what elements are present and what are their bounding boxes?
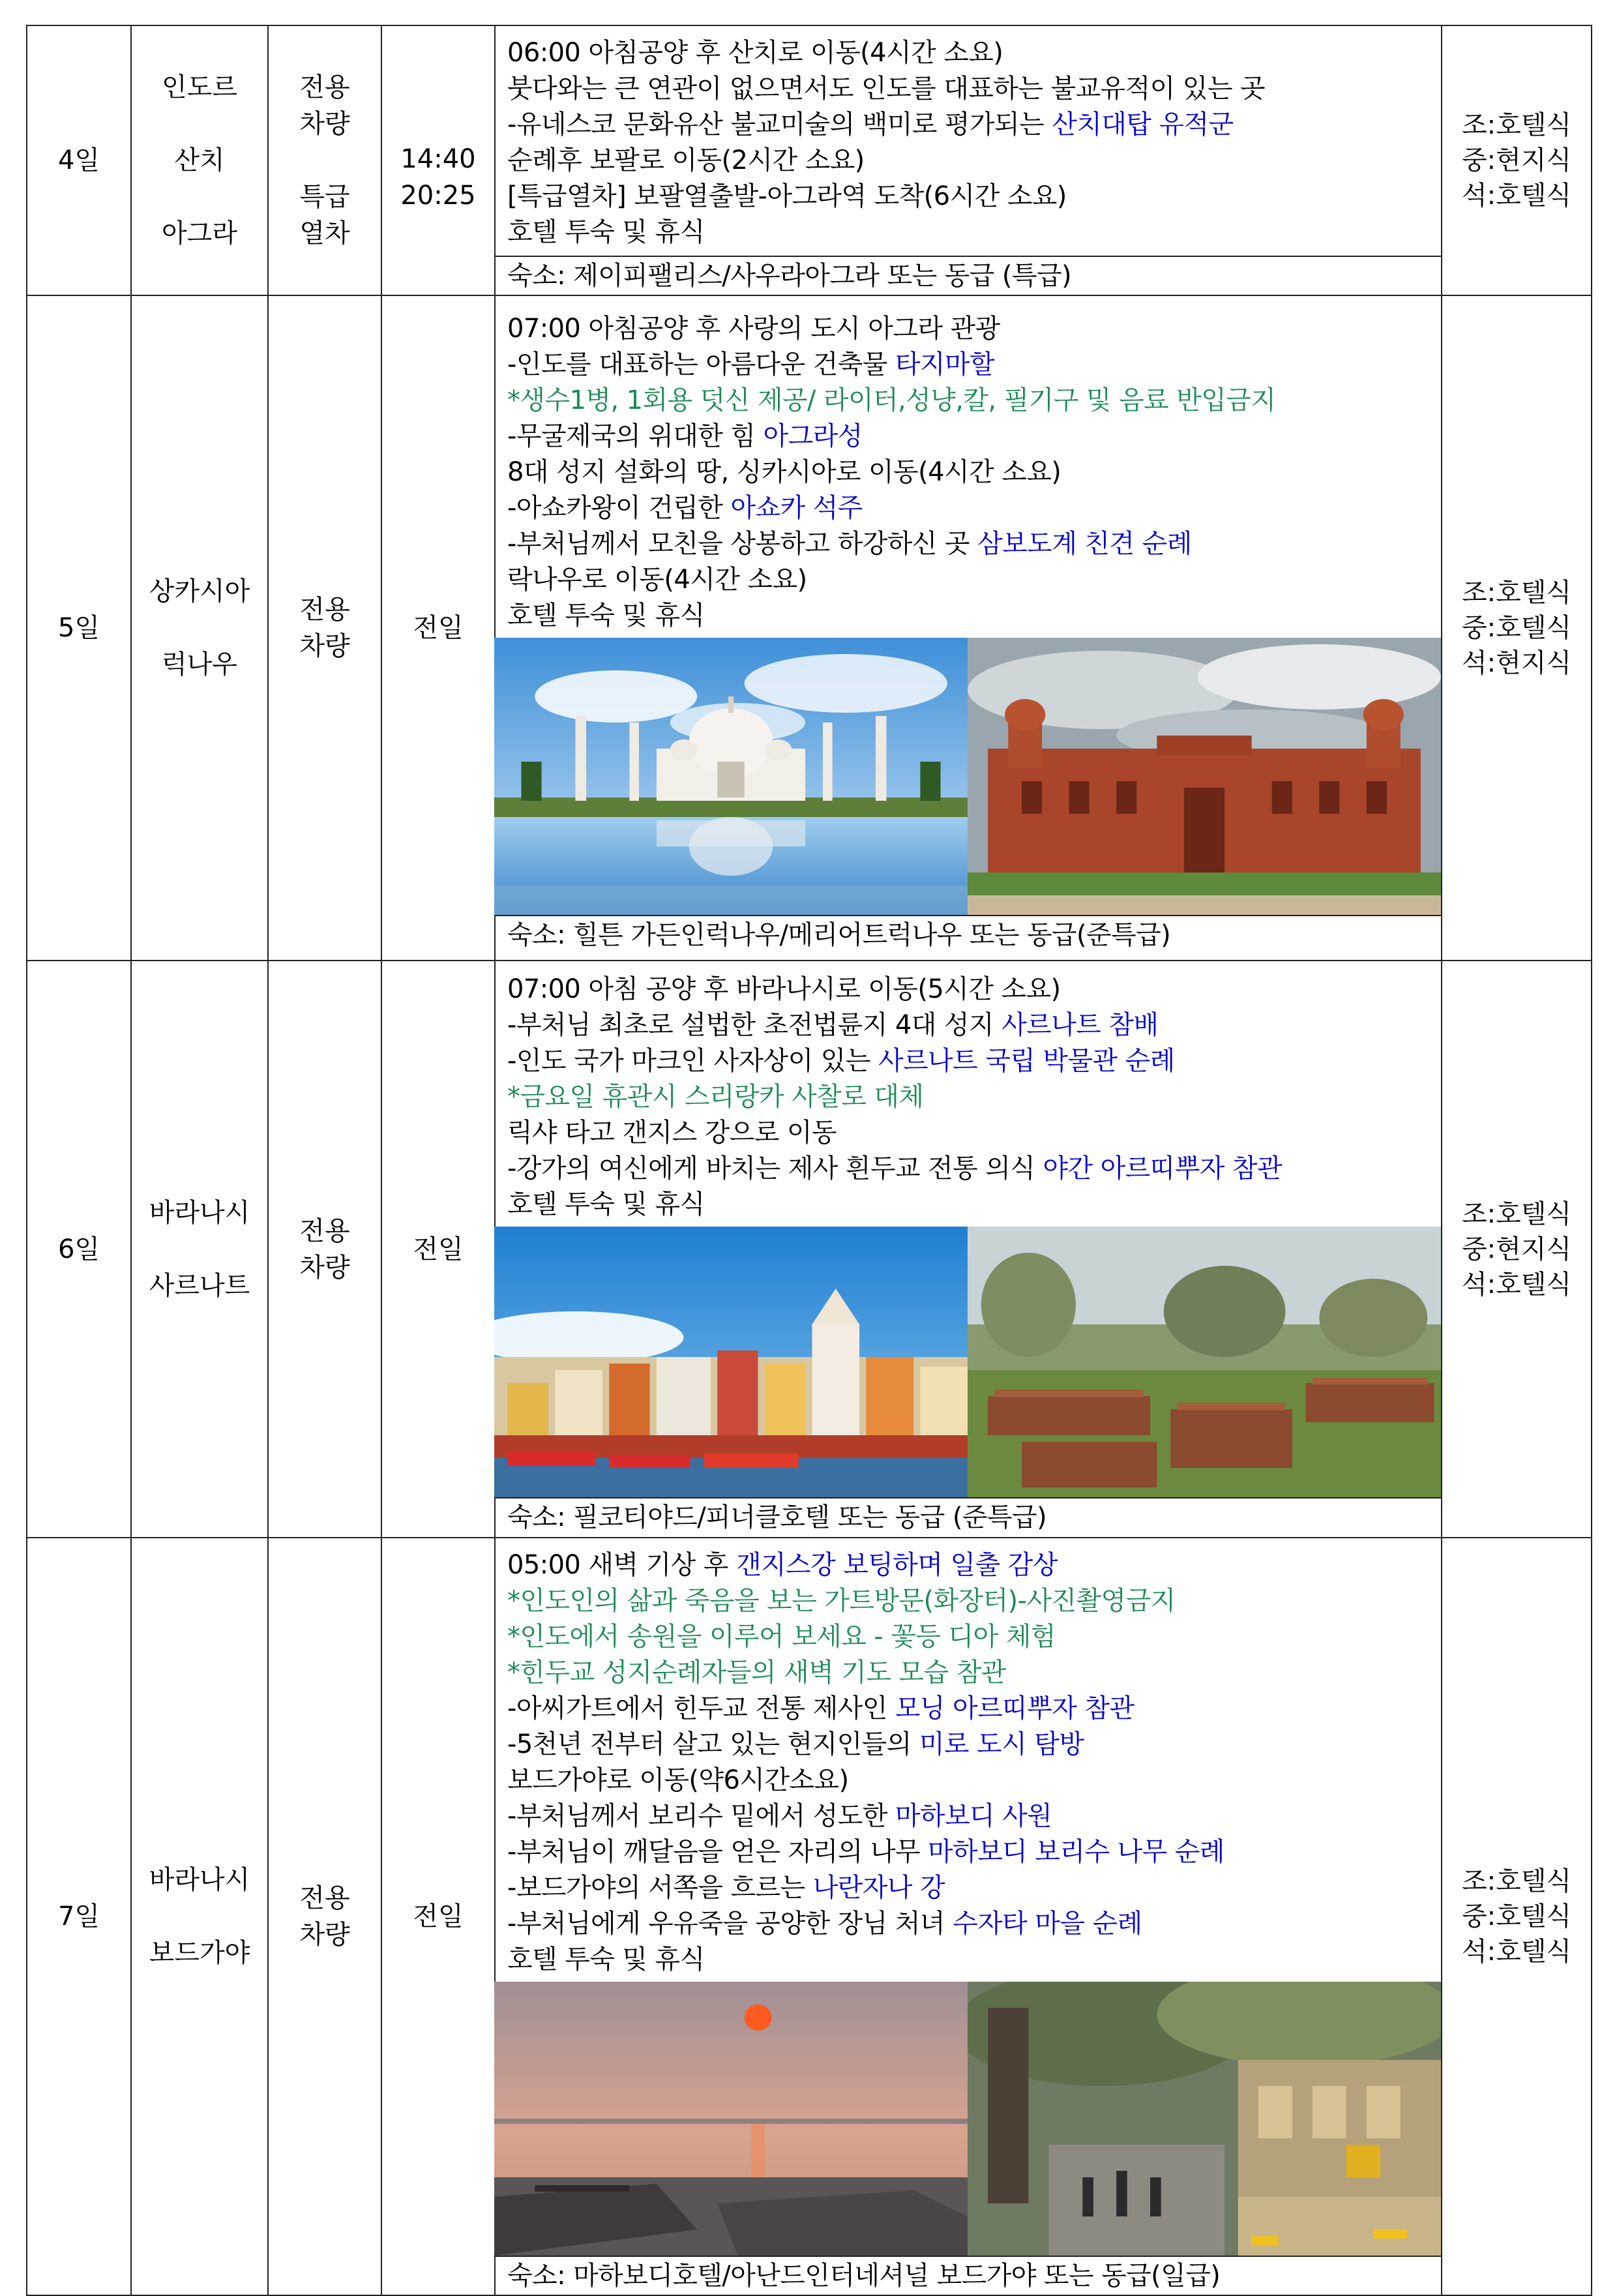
schedule-text: -5천년 전부터 살고 있는 현지인들의 — [507, 1729, 919, 1759]
place-name: 바라나시 — [149, 1197, 250, 1228]
day-cell: 7일 — [27, 1538, 131, 2295]
schedule-line — [507, 455, 1441, 490]
schedule-text: 07:00 아침공양 후 사랑의 도시 아그라 관광 — [507, 314, 1000, 344]
meal-cell — [1442, 295, 1592, 961]
hotel-line: 숙소: 힐튼 가든인럭나우/메리어트럭나우 또는 동급(준특급) — [496, 915, 1441, 954]
transport-cell — [268, 295, 381, 961]
meal-cell — [1442, 25, 1592, 295]
transport-text: 열차 — [299, 218, 350, 248]
schedule-line — [507, 107, 1441, 143]
day-row-4 — [27, 25, 1592, 295]
schedule-line — [507, 1151, 1441, 1187]
schedule-line — [507, 1583, 1441, 1619]
schedule-text: -부처님이 깨달음을 얻은 자리의 나무 — [507, 1837, 928, 1867]
schedule-line — [507, 1187, 1441, 1223]
place-name: 사르나트 — [149, 1270, 250, 1301]
schedule-line — [507, 972, 1441, 1007]
schedule-line — [507, 383, 1441, 419]
meal-breakfast: 조:호텔식 — [1461, 1199, 1572, 1229]
place-name: 럭나우 — [162, 649, 237, 679]
schedule-line — [507, 490, 1441, 526]
sarnath-ruins-photo — [968, 1227, 1441, 1497]
schedule-line — [507, 1834, 1441, 1870]
schedule-line — [507, 311, 1441, 347]
transport-cell — [268, 25, 381, 295]
schedule-line — [507, 1079, 1441, 1115]
day-cell: 5일 — [27, 295, 131, 961]
day-row-7 — [27, 1538, 1592, 2295]
transport-cell — [268, 961, 381, 1538]
schedule-line — [507, 215, 1441, 250]
schedule-text: -무굴제국의 위대한 힘 — [507, 421, 764, 451]
photo-row — [494, 1982, 1441, 2256]
schedule-text: -인도를 대표하는 아름다운 건축물 — [507, 350, 895, 380]
hotel-line: 숙소: 필코티야드/피너클호텔 또는 동급 (준특급) — [496, 1497, 1441, 1536]
note-text: *생수1병, 1회용 덧신 제공/ 라이터,성냥,칼, 필기구 및 음료 반입금지 — [507, 385, 1276, 415]
meal-breakfast: 조:호텔식 — [1461, 110, 1572, 140]
meal-lunch: 중:호텔식 — [1461, 1901, 1572, 1931]
day-cell: 4일 — [27, 25, 131, 295]
schedule-text: 8대 성지 설화의 땅, 싱카시아로 이동(4시간 소요) — [507, 457, 1061, 487]
schedule-line — [507, 1043, 1441, 1079]
time-text: 20:25 — [400, 181, 476, 211]
transport-text: 차량 — [299, 1920, 350, 1950]
schedule-line — [507, 1727, 1441, 1763]
meal-lunch: 중:현지식 — [1461, 1234, 1572, 1264]
schedule-line — [507, 419, 1441, 455]
schedule-cell — [495, 25, 1442, 295]
transport-text: 전용 — [299, 1215, 350, 1246]
schedule-lines — [496, 26, 1441, 250]
schedule-text: -인도 국가 마크인 사자상이 있는 — [507, 1045, 878, 1076]
schedule-text: -부처님 최초로 설법한 초전법륜지 4대 성지 — [507, 1009, 1002, 1040]
note-text: *금요일 휴관시 스리랑카 사찰로 대체 — [507, 1081, 924, 1112]
day-row-6 — [27, 961, 1592, 1538]
note-text: *인도에서 송원을 이루어 보세요 - 꽃등 디아 체험 — [507, 1622, 1056, 1652]
schedule-text: 릭샤 타고 갠지스 강으로 이동 — [507, 1117, 837, 1148]
place-name: 아그라 — [162, 218, 237, 248]
time-cell — [381, 25, 495, 295]
day-cell: 6일 — [27, 961, 131, 1538]
schedule-text: -유네스코 문화유산 불교미술의 백미로 평가되는 — [507, 110, 1052, 140]
ganges-sunrise-photo — [494, 1982, 968, 2256]
meal-breakfast: 조:호텔식 — [1461, 1866, 1572, 1896]
schedule-line — [507, 71, 1441, 107]
place-name: 바라나시 — [149, 1865, 250, 1895]
schedule-line — [507, 1870, 1441, 1906]
hotel-line: 숙소: 제이피팰리스/사우라아그라 또는 동급 (특급) — [496, 256, 1441, 295]
schedule-line — [507, 179, 1441, 215]
schedule-text: -아쇼카왕이 건립한 — [507, 493, 731, 523]
photo-row — [494, 1227, 1441, 1497]
schedule-line — [507, 1007, 1441, 1043]
schedule-line — [507, 1942, 1441, 1978]
schedule-line — [507, 1547, 1441, 1583]
time-cell: 전일 — [381, 295, 495, 961]
time-cell: 전일 — [381, 1538, 495, 2295]
schedule-text: 순례후 보팔로 이동(2시간 소요) — [507, 145, 865, 175]
place-name: 상카시아 — [149, 576, 250, 606]
highlight-text: 사르나트 국립 박물관 순례 — [878, 1045, 1175, 1076]
place-cell — [131, 961, 268, 1538]
transport-text: 전용 — [299, 1883, 350, 1913]
schedule-line — [507, 1115, 1441, 1151]
mahabodhi-temple-photo — [968, 1982, 1441, 2256]
varanasi-ghats-photo — [494, 1227, 968, 1497]
schedule-line — [507, 35, 1441, 71]
meal-cell — [1442, 1538, 1592, 2295]
schedule-line — [507, 143, 1441, 179]
meal-breakfast: 조:호텔식 — [1461, 578, 1572, 608]
schedule-text: -보드가야의 서쪽을 흐르는 — [507, 1873, 813, 1903]
place-cell — [131, 25, 268, 295]
schedule-text: 호텔 투숙 및 휴식 — [507, 601, 705, 631]
itinerary-table — [26, 25, 1592, 2296]
agra-fort-photo — [968, 638, 1441, 915]
place-name: 산치 — [174, 145, 225, 175]
schedule-text: 07:00 아침 공양 후 바라나시로 이동(5시간 소요) — [507, 974, 1061, 1004]
transport-text: 특급 — [299, 182, 350, 212]
schedule-text: -부처님께서 보리수 밑에서 성도한 — [507, 1801, 895, 1831]
schedule-line — [507, 562, 1441, 598]
schedule-text: 호텔 투숙 및 휴식 — [507, 217, 705, 247]
schedule-text: 06:00 아침공양 후 산치로 이동(4시간 소요) — [507, 38, 1003, 68]
schedule-line — [507, 1763, 1441, 1798]
hotel-line: 숙소: 마하보디호텔/아난드인터네셔널 보드가야 또는 동급(일급) — [496, 2256, 1441, 2295]
schedule-line — [507, 1798, 1441, 1834]
schedule-line — [507, 598, 1441, 634]
highlight-text: 수자타 마을 순례 — [953, 1909, 1142, 1939]
meal-lunch: 중:호텔식 — [1461, 613, 1572, 643]
transport-text: 전용 — [299, 595, 350, 625]
meal-cell — [1442, 961, 1592, 1538]
place-name: 보드가야 — [149, 1938, 250, 1968]
note-text: *인도인의 삶과 죽음을 보는 가트방문(화장터)-사진촬영금지 — [507, 1586, 1176, 1616]
schedule-line — [507, 1906, 1441, 1942]
highlight-text: 마하보디 사원 — [895, 1801, 1052, 1831]
schedule-line — [507, 347, 1441, 383]
meal-lunch: 중:현지식 — [1461, 145, 1572, 175]
meal-dinner: 석:현지식 — [1461, 648, 1572, 678]
schedule-text: -부처님에게 우유죽을 공양한 장님 처녀 — [507, 1909, 953, 1939]
highlight-text: 야간 아르띠뿌자 참관 — [1043, 1153, 1282, 1184]
highlight-text: 아그라성 — [763, 421, 863, 451]
transport-cell — [268, 1538, 381, 2295]
schedule-text: 호텔 투숙 및 휴식 — [507, 1189, 705, 1219]
schedule-text: 보드가야로 이동(약6시간소요) — [507, 1765, 849, 1795]
schedule-text: -아씨가트에서 힌두교 전통 제사인 — [507, 1693, 895, 1723]
place-cell — [131, 1538, 268, 2295]
schedule-cell — [495, 1538, 1442, 2295]
transport-text: 차량 — [299, 631, 350, 661]
schedule-text: 호텔 투숙 및 휴식 — [507, 1945, 705, 1975]
schedule-lines — [496, 1538, 1441, 1978]
meal-dinner: 석:호텔식 — [1461, 1937, 1572, 1967]
schedule-lines — [496, 302, 1441, 634]
schedule-line — [507, 526, 1441, 562]
meal-dinner: 석:호텔식 — [1461, 181, 1572, 211]
schedule-line — [507, 1691, 1441, 1727]
highlight-text: 삼보도계 친견 순례 — [977, 529, 1192, 559]
highlight-text: 갠지스강 보팅하며 일출 감상 — [735, 1550, 1058, 1580]
schedule-text: 05:00 새벽 기상 후 — [507, 1550, 736, 1580]
transport-text: 차량 — [299, 1252, 350, 1283]
transport-text: 전용 — [299, 72, 350, 102]
highlight-text: 사르나트 참배 — [1001, 1009, 1159, 1040]
schedule-text: [특급열차] 보팔열출발-아그라역 도착(6시간 소요) — [507, 181, 1067, 211]
place-cell — [131, 295, 268, 961]
taj-mahal-photo — [494, 638, 968, 915]
highlight-text: 아쇼카 석주 — [730, 493, 863, 523]
transport-text: 차량 — [299, 109, 350, 139]
time-text: 14:40 — [400, 144, 476, 174]
schedule-cell — [495, 295, 1442, 961]
schedule-line — [507, 1655, 1441, 1691]
highlight-text: 산치대탑 유적군 — [1052, 110, 1234, 140]
schedule-text: 락나우로 이동(4시간 소요) — [507, 565, 807, 595]
photo-row — [494, 638, 1441, 915]
time-cell: 전일 — [381, 961, 495, 1538]
note-text: *힌두교 성지순례자들의 새벽 기도 모습 참관 — [507, 1658, 1006, 1688]
place-name: 인도르 — [162, 72, 237, 102]
meal-dinner: 석:호텔식 — [1461, 1269, 1572, 1300]
highlight-text: 타지마할 — [895, 350, 995, 380]
schedule-line — [507, 1619, 1441, 1655]
schedule-text: 붓다와는 큰 연관이 없으면서도 인도를 대표하는 불교유적이 있는 곳 — [507, 74, 1266, 104]
highlight-text: 미로 도시 탐방 — [919, 1729, 1084, 1759]
highlight-text: 나란자나 강 — [812, 1873, 945, 1903]
highlight-text: 모닝 아르띠뿌자 참관 — [895, 1693, 1135, 1723]
schedule-text: -강가의 여신에게 바치는 제사 흰두교 전통 의식 — [507, 1153, 1043, 1184]
schedule-lines — [496, 962, 1441, 1223]
highlight-text: 마하보디 보리수 나무 순례 — [928, 1837, 1224, 1867]
schedule-text: -부처님께서 모친을 상봉하고 하강하신 곳 — [507, 529, 978, 559]
schedule-cell — [495, 961, 1442, 1538]
day-row-5 — [27, 295, 1592, 961]
